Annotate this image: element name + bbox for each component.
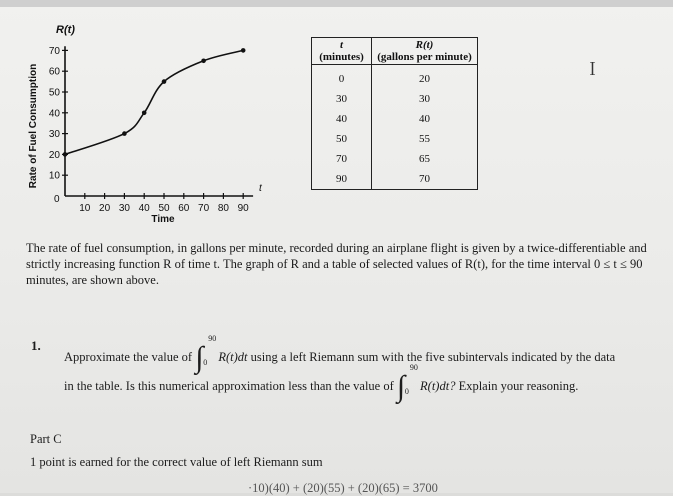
t-cell: 70 xyxy=(336,153,347,165)
header-r-unit: (gallons per minute) xyxy=(377,51,472,63)
header-t-var: t xyxy=(339,39,344,51)
x-axis-label: Time xyxy=(151,214,175,225)
table-values-row xyxy=(312,65,478,190)
x-tick-label: 10 xyxy=(79,203,91,214)
problem-paragraph: The rate of fuel consumption, in gallons per minute, recorded during an airplane flight is given by a twice-differentiable and strictly increasing function R of time t. The graph of R and a table of selected values of R(t), for the time interval 0 ≤ t ≤ 90 minutes, are shown above. xyxy=(26,241,647,287)
y-tick-label: 50 xyxy=(48,87,60,99)
t-cell: 30 xyxy=(336,93,347,105)
data-point xyxy=(142,111,147,116)
x-tick-label: 70 xyxy=(198,203,210,214)
data-point xyxy=(241,48,246,53)
r-cell: 40 xyxy=(419,113,430,125)
t-cell: 40 xyxy=(336,113,347,125)
integral-upper: 90 xyxy=(409,363,418,372)
y-axis-label: Rate of Fuel Consumption xyxy=(28,63,39,189)
x-tick-labels xyxy=(79,193,249,214)
header-r xyxy=(372,38,478,65)
integrand-2: R(t)dt? xyxy=(420,378,456,393)
rate-curve xyxy=(65,50,243,154)
data-point xyxy=(162,79,167,84)
t-cell: 50 xyxy=(336,133,347,145)
data-point xyxy=(201,59,206,64)
graph-axes xyxy=(65,46,253,196)
x-tick-label: 20 xyxy=(99,203,111,214)
question-line-2 xyxy=(64,363,579,403)
q1-text-a: Approximate the value of xyxy=(64,349,193,364)
r-cell: 20 xyxy=(419,73,430,85)
x-tick-label: 60 xyxy=(178,203,190,214)
cutoff-computation: ·10)(40) + (20)(55) + (20)(65) = 3700 xyxy=(248,481,438,495)
header-t-unit: (minutes) xyxy=(319,51,364,63)
table-header-row xyxy=(312,38,478,65)
integral-sign-icon: ∫ xyxy=(195,341,204,374)
x-tick-label: 50 xyxy=(158,203,170,214)
y-tick-label: 10 xyxy=(48,170,60,182)
data-point xyxy=(63,152,68,157)
data-points xyxy=(63,48,246,157)
integral-lower: 0 xyxy=(404,387,409,396)
values-table-wrap xyxy=(311,37,478,190)
t-cell: 90 xyxy=(336,173,347,185)
x-tick-label: 80 xyxy=(217,203,229,214)
integral-2 xyxy=(396,363,418,403)
r-cell: 70 xyxy=(419,173,430,185)
x-tick-label: 30 xyxy=(118,203,130,214)
integral-lower: 0 xyxy=(203,358,208,367)
y-tick-label: 20 xyxy=(48,149,60,161)
t-column xyxy=(312,65,372,190)
r-cell: 65 xyxy=(419,153,430,165)
header-r-var: R(t) xyxy=(415,39,434,51)
x-axis-var-label: t xyxy=(259,183,262,194)
q2-text-a: in the table. Is this numerical approximation less than the value of xyxy=(64,378,394,393)
x-tick-label: 40 xyxy=(138,203,150,214)
part-label: Part C xyxy=(30,432,62,446)
origin-label: 0 xyxy=(54,194,60,205)
integral-1 xyxy=(195,334,217,374)
integral-upper: 90 xyxy=(208,334,217,343)
values-table xyxy=(311,37,478,190)
x-tick-label: 90 xyxy=(237,203,249,214)
r-column xyxy=(372,65,478,190)
q1-text-b: using a left Riemann sum with the five subintervals indicated by the data xyxy=(250,349,616,364)
y-tick-label: 30 xyxy=(48,129,60,141)
header-t xyxy=(312,38,372,65)
q2-text-b: Explain your reasoning. xyxy=(458,378,579,393)
scoring-line: 1 point is earned for the correct value of left Riemann sum xyxy=(30,455,323,469)
y-tick-label: 40 xyxy=(48,108,60,120)
question-line-1 xyxy=(64,334,616,374)
t-cell: 0 xyxy=(338,73,345,85)
top-edge xyxy=(0,0,673,7)
rate-graph xyxy=(20,18,270,228)
integrand-1: R(t)dt xyxy=(218,349,248,364)
question-number: 1. xyxy=(31,338,41,353)
text-cursor-icon: Ｉ xyxy=(584,60,601,79)
r-cell: 55 xyxy=(419,133,430,145)
r-cell: 30 xyxy=(419,93,430,105)
y-tick-label: 70 xyxy=(48,45,60,57)
integral-sign-icon: ∫ xyxy=(396,370,406,403)
y-axis-func-label: R(t) xyxy=(56,24,75,36)
y-tick-label: 60 xyxy=(48,66,60,78)
data-point xyxy=(122,131,127,136)
